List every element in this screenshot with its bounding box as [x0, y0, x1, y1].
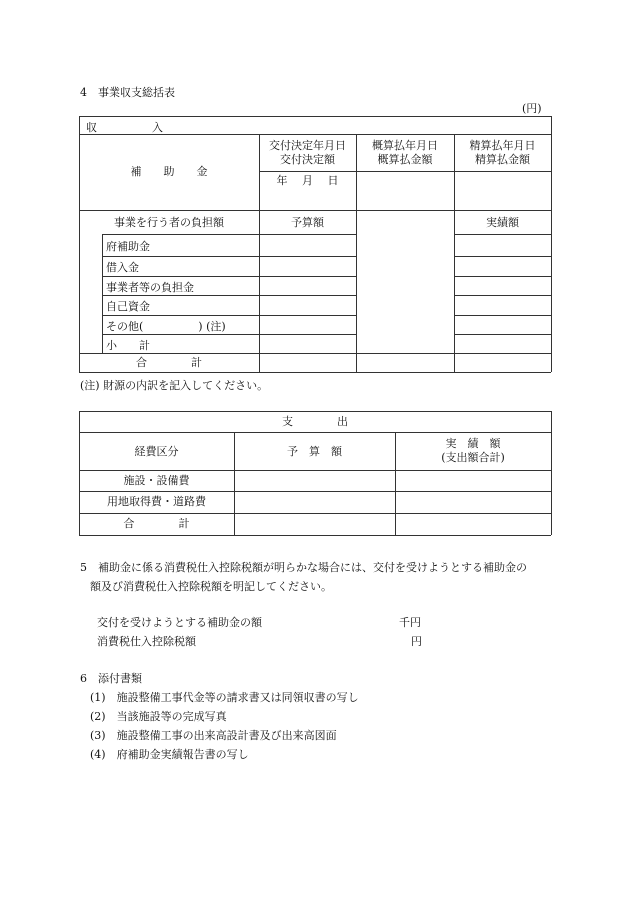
section4-title: 4 事業収支総括表: [80, 86, 175, 99]
date-placeholder: 年 月 日: [276, 174, 339, 187]
budget-label: 予算額: [291, 216, 324, 229]
expense-header: 支 出: [282, 415, 348, 428]
col-header-settlement: [454, 139, 551, 167]
burden-item-other: その他( ) (注): [106, 320, 226, 333]
attachment-item-2: (2) 当該施設等の完成写真: [90, 710, 227, 723]
burden-item-loan: 借入金: [106, 261, 139, 274]
col-header-estimate: [356, 139, 454, 167]
actual-label: 実績額: [486, 216, 519, 229]
income-total-label: 合 計: [136, 356, 202, 369]
col-header-estimate-line1: 概算払年月日: [372, 139, 438, 152]
tax-deduction-label: 消費税仕入控除税額: [97, 635, 196, 648]
unit-label: (円): [522, 102, 542, 115]
expense-col-actual: [395, 437, 551, 465]
burden-item-own-funds: 自己資金: [106, 300, 150, 313]
expense-row-facility: 施設・設備費: [123, 474, 190, 487]
expense-row-total: 合 計: [123, 517, 190, 530]
burden-item-pref-subsidy: 府補助金: [106, 240, 150, 253]
income-note: (注) 財源の内訳を記入してください。: [80, 379, 269, 392]
col-header-settlement-line2: 精算払金額: [475, 153, 530, 166]
col-header-decision: [259, 139, 356, 167]
income-label: 収 入: [86, 121, 163, 134]
attachment-item-3: (3) 施設整備工事の出来高設計書及び出来高図面: [90, 729, 337, 742]
expense-col-category: 経費区分: [134, 445, 179, 458]
expense-col-actual-line1: 実 績 額: [445, 437, 501, 450]
expense-col-actual-line2: (支出額合計): [441, 451, 505, 464]
col-header-settlement-line1: 精算払年月日: [469, 139, 536, 152]
section5-line1: 5 補助金に係る消費税仕入控除税額が明らかな場合には、交付を受けようとする補助金の: [80, 561, 527, 574]
burden-item-operator-share: 事業者等の負担金: [106, 281, 194, 294]
col-header-decision-line1: 交付決定年月日: [269, 139, 346, 152]
col-header-decision-line2: 交付決定額: [280, 153, 335, 166]
subsidy-amount-unit: 千円: [399, 616, 421, 629]
expense-col-budget: 予 算 額: [287, 445, 342, 458]
subsidy-label: 補 助 金: [130, 165, 208, 178]
expense-row-land: 用地取得費・道路費: [107, 495, 206, 508]
col-header-estimate-line2: 概算払金額: [377, 153, 433, 166]
burden-item-subtotal: 小 計: [106, 339, 150, 352]
section6-title: 6 添付書類: [80, 672, 142, 685]
attachment-item-4: (4) 府補助金実績報告書の写し: [90, 748, 249, 761]
burden-label: 事業を行う者の負担額: [114, 216, 224, 229]
section5-line2: 額及び消費税仕入控除税額を明記してください。: [90, 580, 332, 593]
subsidy-amount-label: 交付を受けようとする補助金の額: [97, 616, 262, 629]
tax-deduction-unit: 円: [411, 635, 422, 648]
attachment-item-1: (1) 施設整備工事代金等の請求書又は同領収書の写し: [90, 691, 359, 704]
